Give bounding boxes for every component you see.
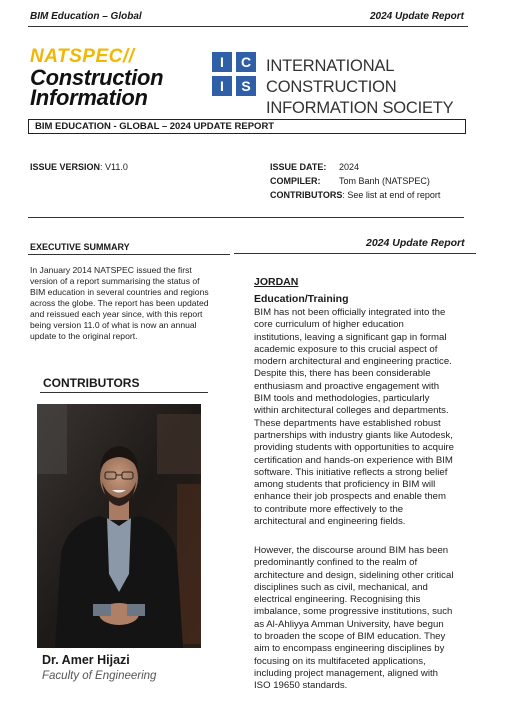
paragraph-line: certification and hands-on experience with BIM bbox=[254, 454, 453, 466]
header-right: 2024 Update Report bbox=[370, 11, 464, 22]
summary-line: across the globe. The report has been updated bbox=[30, 298, 209, 308]
paragraph-line: imbalance, some progressive institutions, such bbox=[254, 606, 453, 618]
compiler-value: Tom Banh (NATSPEC) bbox=[339, 176, 430, 186]
paragraph-line: as Al-Ahliyya Amman University, have begun bbox=[254, 618, 444, 630]
paragraph-line: enhance their job prospects and enable them bbox=[254, 491, 447, 503]
paragraph-line: including project management, aligned with bbox=[254, 667, 438, 679]
header-left: BIM Education – Global bbox=[30, 11, 142, 22]
paragraph-line: predominantly confined to the realm of bbox=[254, 557, 418, 569]
icis-letter-4: S bbox=[236, 76, 256, 96]
icis-letter-2: C bbox=[236, 52, 256, 72]
summary-line: and reissued each year since, with this report bbox=[30, 309, 203, 319]
paragraph-line: focusing on its multifaceted applications, bbox=[254, 655, 426, 667]
paragraph-line: disciplines such as civil, mechanical, and bbox=[254, 581, 428, 593]
contributor-photo bbox=[37, 404, 201, 648]
paragraph-line: BIM has not been officially integrated into the bbox=[254, 307, 446, 318]
meta-rule bbox=[28, 217, 464, 218]
paragraph-line: among students that proficiency in BIM will bbox=[254, 479, 436, 491]
summary-line: update to the original report. bbox=[30, 331, 138, 341]
natspec-wordmark: NATSPEC bbox=[30, 46, 123, 67]
issue-version-value: : V11.0 bbox=[100, 162, 128, 172]
jordan-paragraph-1 bbox=[254, 307, 484, 528]
summary-line: version of a report summarising the status of bbox=[30, 276, 200, 286]
icis-letter-1: I bbox=[212, 52, 232, 72]
summary-line: In January 2014 NATSPEC issued the first bbox=[30, 265, 192, 275]
portrait-image bbox=[37, 404, 201, 648]
executive-summary-body bbox=[30, 265, 230, 342]
issue-date-value: 2024 bbox=[339, 162, 360, 172]
jordan-paragraph-2 bbox=[254, 545, 484, 693]
contributors-meta-value: : See list at end of report bbox=[342, 190, 441, 200]
contributor-faculty: Faculty of Engineering bbox=[42, 670, 157, 682]
paragraph-line: software. This initiative reflects a strong belief bbox=[254, 466, 448, 478]
paragraph-line: architectural and engineering fields. bbox=[254, 516, 406, 528]
paragraph-line: academic exposure to this crucial aspect of bbox=[254, 343, 438, 355]
education-subheading: Education/Training bbox=[254, 293, 349, 305]
natspec-line-2: Information bbox=[30, 85, 148, 110]
paragraph-line: partnerships with industry giants like Autodesk, bbox=[254, 429, 453, 441]
icis-letter-3: I bbox=[212, 76, 232, 96]
compiler-label: COMPILER: bbox=[270, 176, 321, 186]
icis-name-line-1: INTERNATIONAL CONSTRUCTION bbox=[266, 57, 397, 96]
icis-name-line-2: INFORMATION SOCIETY bbox=[266, 99, 454, 117]
paragraph-line: to contribute more effectively to the bbox=[254, 503, 404, 515]
natspec-slash: // bbox=[122, 46, 135, 67]
natspec-logo bbox=[30, 46, 163, 108]
paragraph-line: to broaden the scope of BIM education. They bbox=[254, 631, 446, 643]
summary-line: being version 11.0 of what is now an annual bbox=[30, 320, 197, 330]
issue-version bbox=[30, 162, 128, 172]
paragraph-line: core curriculum of higher education bbox=[254, 319, 404, 331]
contributors-meta bbox=[270, 190, 440, 200]
executive-summary-rule bbox=[28, 254, 230, 255]
issue-date-label: ISSUE DATE: bbox=[270, 162, 327, 172]
right-column-rule bbox=[234, 253, 476, 254]
paragraph-line: ISO 19650 standards. bbox=[254, 680, 348, 692]
contributors-meta-label: CONTRIBUTORS bbox=[270, 190, 343, 200]
natspec-line-1: Construction bbox=[30, 65, 164, 90]
paragraph-line: providing students with opportunities to acquire bbox=[254, 442, 454, 454]
paragraph-line: electrical engineering. Recognising this bbox=[254, 594, 421, 606]
paragraph-line: aim to encompass engineering disciplines by bbox=[254, 643, 445, 655]
paragraph-line: BIM tools and methodologies, particularly bbox=[254, 393, 430, 405]
summary-line: BIM education in several countries and regions bbox=[30, 287, 209, 297]
report-label: 2024 Update Report bbox=[366, 237, 465, 249]
paragraph-line: modern architectural and engineering practice. bbox=[254, 356, 452, 368]
contributors-heading: CONTRIBUTORS bbox=[43, 376, 140, 390]
executive-summary-heading: EXECUTIVE SUMMARY bbox=[30, 242, 130, 252]
country-heading: JORDAN bbox=[254, 276, 299, 288]
paragraph-line: institutions, leaving a significant gap in formal bbox=[254, 331, 447, 343]
paragraph-line: within architectural colleges and departments. bbox=[254, 405, 449, 417]
paragraph-line: architecture and design, sidelining other critical bbox=[254, 569, 454, 581]
icis-name bbox=[266, 56, 518, 119]
report-title-box: BIM EDUCATION - GLOBAL – 2024 UPDATE REPORT bbox=[28, 119, 466, 134]
paragraph-line: Despite this, there has been considerable bbox=[254, 368, 431, 380]
paragraph-line: enthusiasm and proactive engagement with bbox=[254, 380, 440, 392]
paragraph-line: However, the discourse around BIM has been bbox=[254, 545, 449, 556]
contributors-rule bbox=[40, 392, 208, 393]
issue-version-label: ISSUE VERSION bbox=[30, 162, 101, 172]
icis-logo bbox=[212, 52, 258, 98]
contributor-name: Dr. Amer Hijazi bbox=[42, 653, 130, 667]
header-rule bbox=[28, 26, 468, 27]
paragraph-line: These departments have established robust bbox=[254, 417, 441, 429]
issue-date bbox=[270, 162, 326, 172]
